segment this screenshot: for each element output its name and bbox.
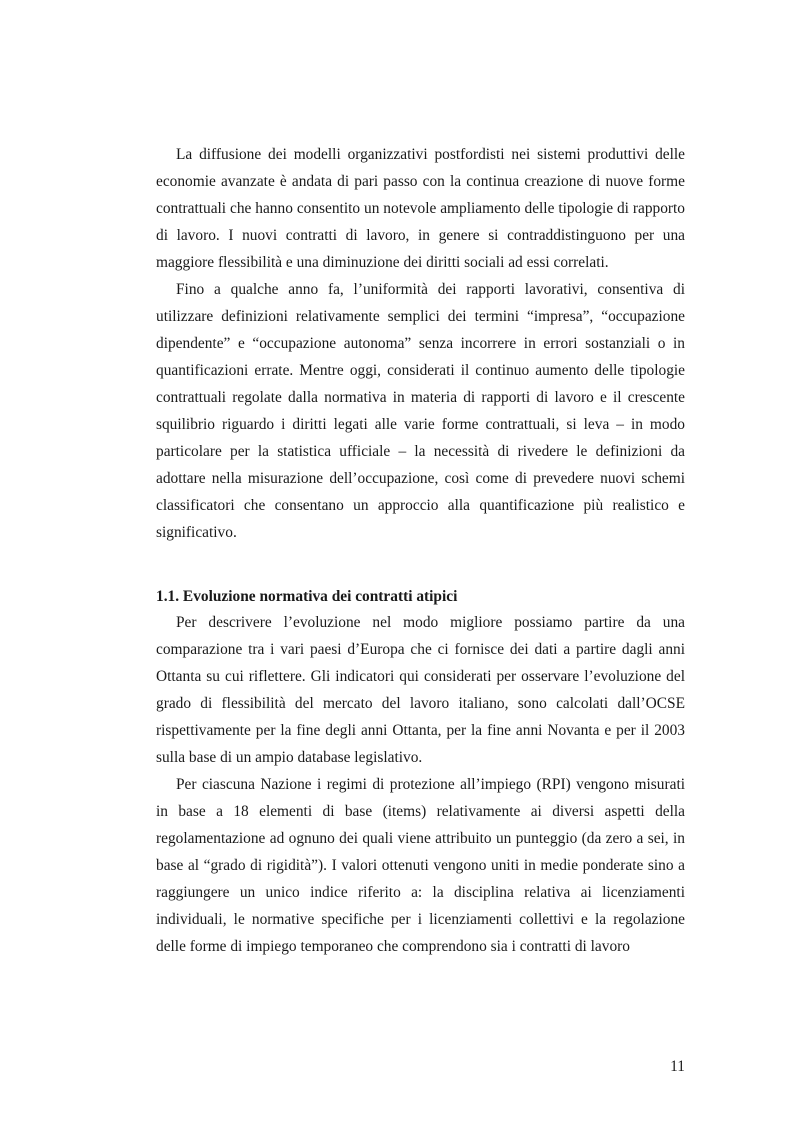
section-paragraph-2: Per ciascuna Nazione i regimi di protezione all’impiego (RPI) vengono misurati in base a 18 elementi di base (items) relativamente ai diversi aspetti della regolamentazione ad ognuno dei quali viene attribuito un punteggio (da zero a sei, in base al “grado di rigidità”). I valori ottenuti vengono uniti in medie ponderate sino a raggiungere un unico indice riferito a: la disciplina relativa ai licenziamenti individuali, le normative specifiche per i licenziamenti collettivi e la regolazione delle forme di impiego temporaneo che comprendono sia i contratti di lavoro [156, 776, 685, 955]
intro-paragraph-2: Fino a qualche anno fa, l’uniformità dei rapporti lavorativi, consentiva di utilizzare definizioni relativamente semplici dei termini “impresa”, “occupazione dipendente” e “occupazione autonoma” senza incorrere in errori sostanziali o in quantificazioni errate. Mentre oggi, considerati il continuo aumento delle tipologie contrattuali regolate dalla normativa in materia di rapporti di lavoro e il crescente squilibrio riguardo i diritti legati alle varie forme contrattuali, si leva – in modo particolare per la statistica ufficiale – la necessità di rivedere le definizioni da adottare nella misurazione dell’occupazione, così come di prevedere nuovi schemi classificatori che consentano un approccio alla quantificazione più realistico e significativo. [156, 281, 685, 541]
page-number: 11 [670, 1058, 685, 1075]
intro-paragraph-1: La diffusione dei modelli organizzativi postfordisti nei sistemi produttivi delle economie avanzate è andata di pari passo con la continua creazione di nuove forme contrattuali che hanno consentito un notevole ampliamento delle tipologie di rapporto di lavoro. I nuovi contratti di lavoro, in genere si contraddistinguono per una maggiore flessibilità e una diminuzione dei diritti sociali ad essi correlati. [156, 146, 685, 271]
section-heading: 1.1. Evoluzione normativa dei contratti atipici [156, 588, 458, 605]
section-body [156, 609, 685, 960]
intro-section [156, 141, 685, 546]
section-paragraph-1: Per descrivere l’evoluzione nel modo migliore possiamo partire da una comparazione tra i vari paesi d’Europa che ci fornisce dei dati a partire dagli anni Ottanta su cui riflettere. Gli indicatori qui considerati per osservare l’evoluzione del grado di flessibilità del mercato del lavoro italiano, sono calcolati dall’OCSE rispettivamente per la fine degli anni Ottanta, per la fine anni Novanta e per il 2003 sulla base di un ampio database legislativo. [156, 614, 685, 766]
